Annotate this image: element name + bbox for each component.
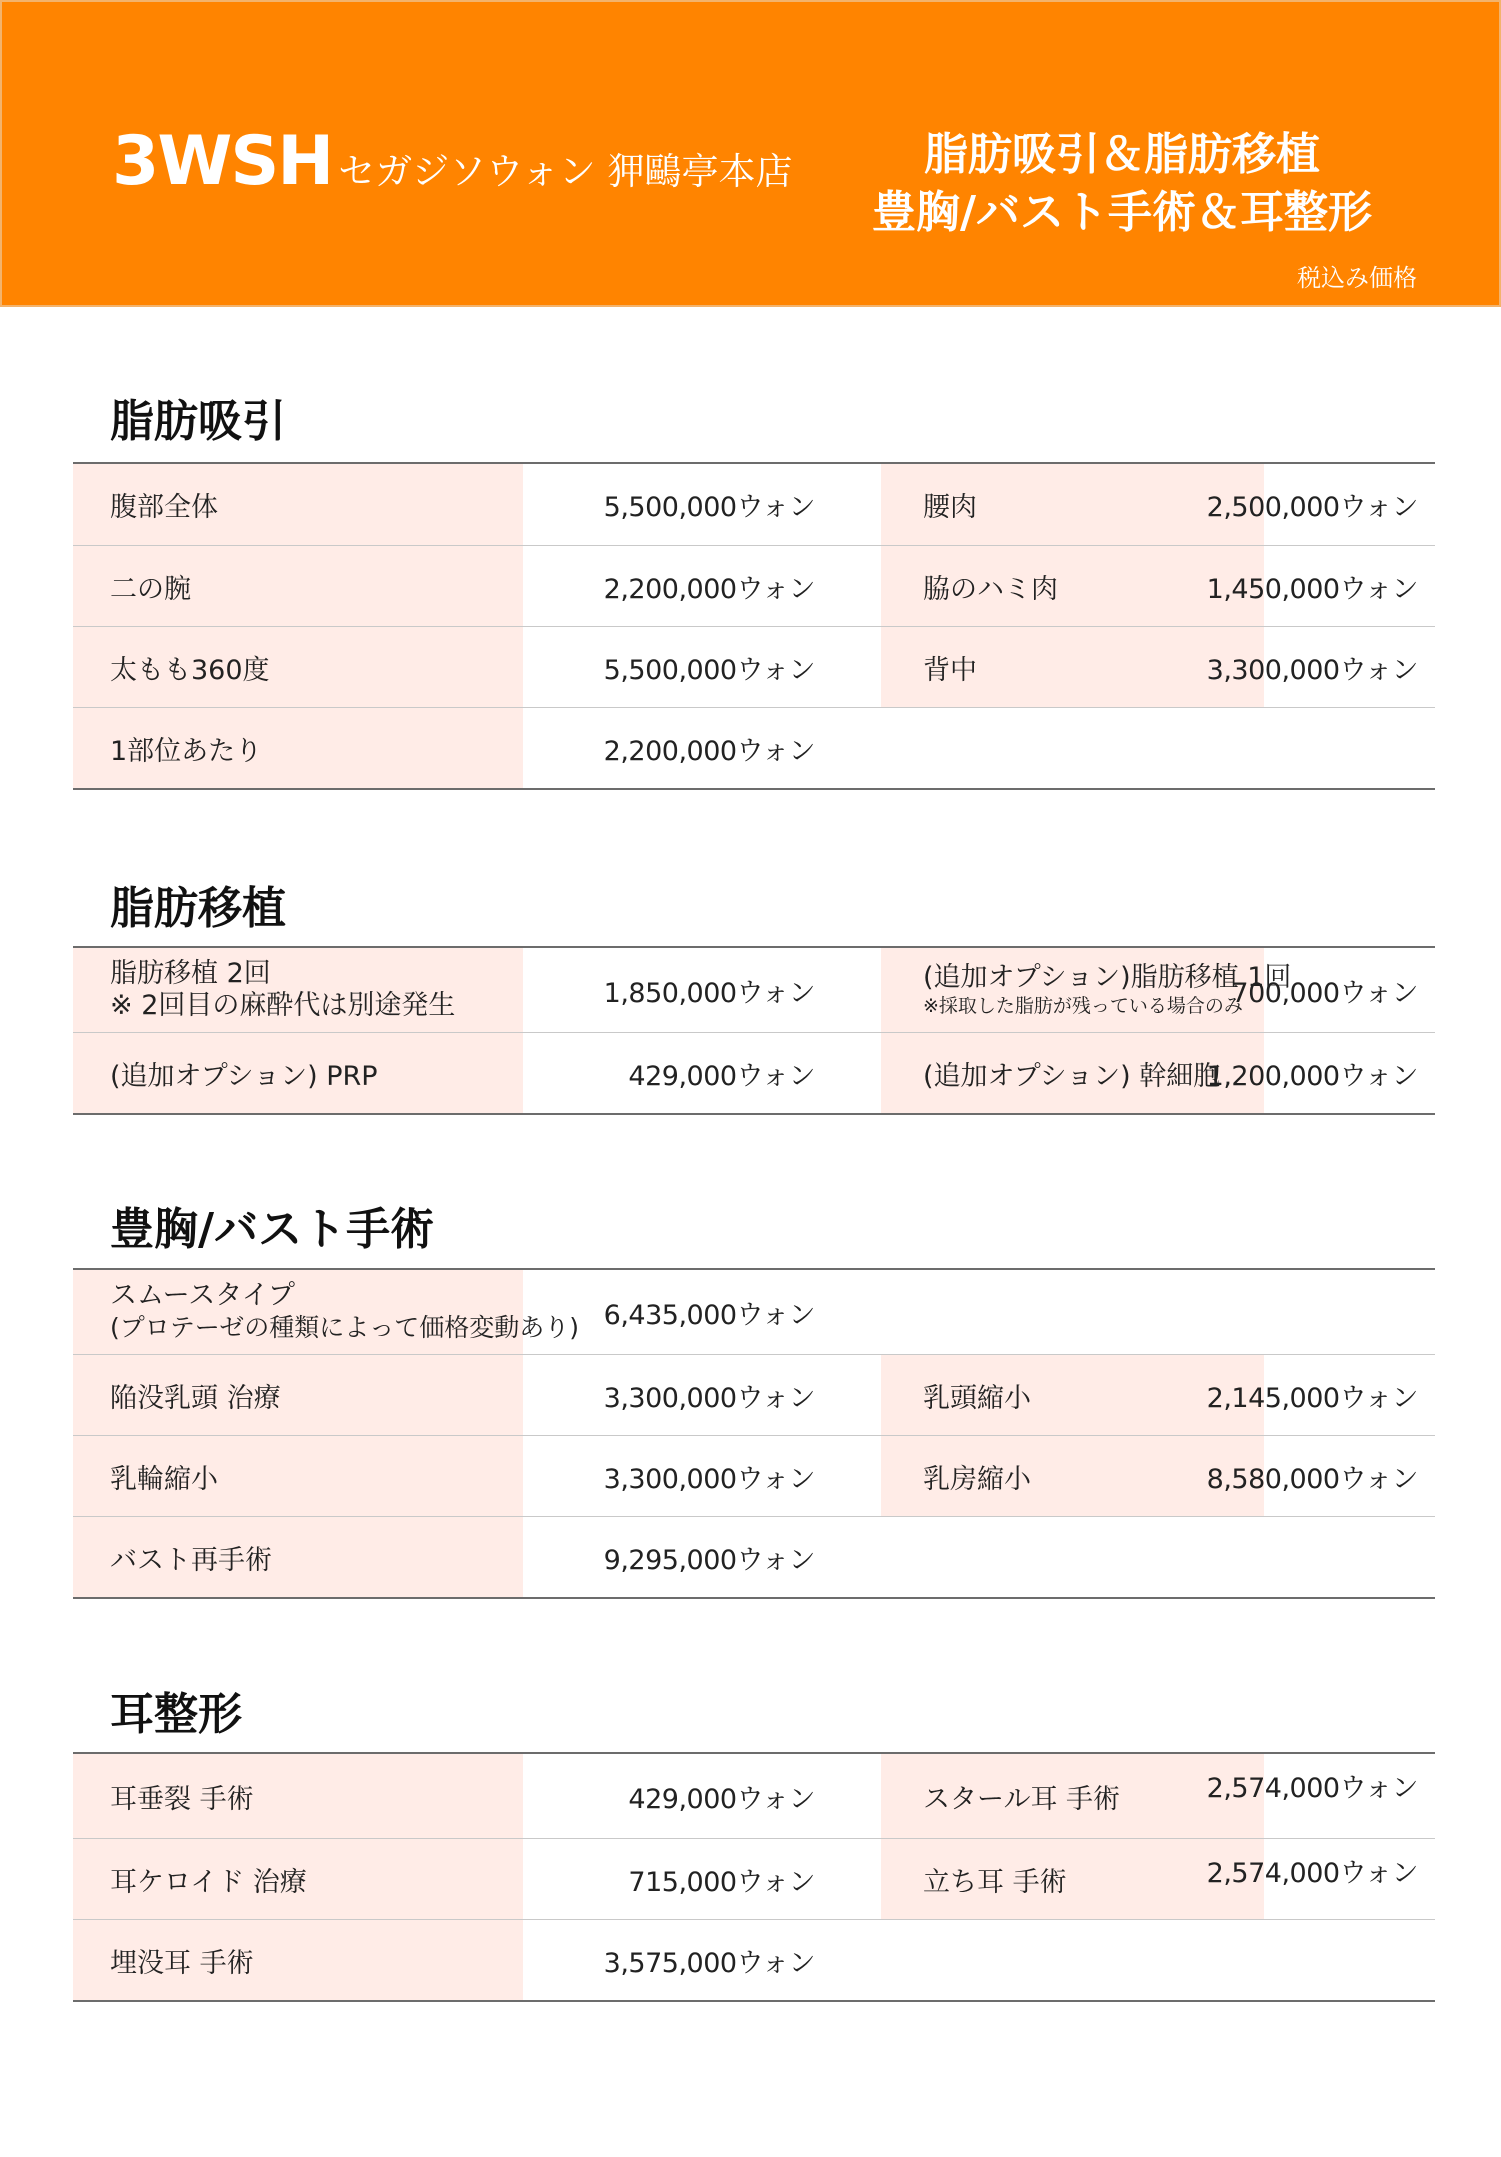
table-row — [73, 1754, 1435, 1838]
item-price: 2,200,000ウォン — [603, 573, 815, 605]
item-name: 1部位あたり — [110, 735, 263, 767]
table-row — [73, 1270, 1435, 1354]
item-name: スタール耳 手術 — [923, 1783, 1121, 1815]
item-price-cell — [523, 1839, 843, 1919]
item-price: 1,850,000ウォン — [603, 977, 815, 1009]
item-price: 6,435,000ウォン — [603, 1299, 815, 1331]
item-price-cell — [1206, 464, 1435, 545]
item-price: 1,200,000ウォン — [1206, 1060, 1418, 1092]
table-row — [73, 545, 1435, 626]
item-name: 脇のハミ肉 — [923, 573, 1058, 605]
item-price: 2,574,000ウォン — [1206, 1773, 1418, 1804]
item-name: 乳頭縮小 — [923, 1382, 1031, 1414]
item-note: (プロテーゼの種類によって価格変動あり) — [110, 1313, 580, 1342]
item-name: 乳輪縮小 — [110, 1463, 218, 1495]
header-banner — [0, 0, 1501, 307]
item-price: 2,145,000ウォン — [1206, 1382, 1418, 1414]
item-name-cell — [73, 627, 523, 707]
item-name: 脂肪移植 2回 — [110, 958, 271, 989]
item-name-cell — [73, 1920, 523, 2000]
item-price: 1,450,000ウォン — [1206, 573, 1418, 605]
item-price-cell — [523, 1517, 843, 1597]
tax-note: 税込み価格 — [1297, 264, 1417, 292]
clinic-name: セガジソウォン 狎鷗亭本店 — [338, 150, 793, 193]
item-price: 715,000ウォン — [628, 1866, 815, 1898]
item-price-cell — [1206, 1436, 1435, 1516]
item-price-cell — [1206, 1839, 1435, 1919]
item-name: (追加オプション) 幹細胞 — [923, 1060, 1221, 1092]
table-row — [73, 707, 1435, 788]
item-name: (追加オプション)脂肪移植 1回 — [923, 962, 1292, 993]
item-name: 腰肉 — [923, 492, 977, 523]
page-title — [822, 126, 1422, 242]
item-price: 429,000ウォン — [628, 1060, 815, 1092]
item-price: 429,000ウォン — [628, 1783, 815, 1815]
item-price-cell — [523, 1920, 843, 2000]
item-price: 8,580,000ウォン — [1206, 1463, 1418, 1495]
item-name: 太もも360度 — [110, 654, 270, 686]
item-name: 背中 — [923, 654, 977, 686]
item-name: 立ち耳 手術 — [923, 1866, 1067, 1898]
price-table-ear — [73, 1752, 1435, 2002]
item-name-cell — [73, 546, 523, 626]
item-price-cell — [523, 1033, 843, 1113]
item-price-cell — [523, 546, 843, 626]
item-name: 二の腕 — [110, 573, 191, 605]
item-name-cell — [73, 1754, 523, 1838]
item-price-cell — [523, 1436, 843, 1516]
item-note: ※採取した脂肪が残っている場合のみ — [923, 995, 1243, 1017]
item-price-cell — [523, 464, 843, 545]
item-name: 耳ケロイド 治療 — [110, 1866, 307, 1898]
item-price-cell — [1206, 1754, 1435, 1838]
item-name: 腹部全体 — [110, 492, 218, 523]
item-price-cell — [1231, 948, 1435, 1032]
item-name-cell — [73, 464, 523, 545]
table-row — [73, 948, 1435, 1032]
section-title-breast: 豊胸/バスト手術 — [110, 1204, 435, 1255]
item-price: 2,574,000ウォン — [1206, 1858, 1418, 1889]
section-title-fat-graft: 脂肪移植 — [110, 883, 286, 934]
section-title-liposuction: 脂肪吸引 — [110, 396, 286, 447]
item-price-cell — [1206, 546, 1435, 626]
brand — [112, 122, 793, 201]
item-name-cell — [73, 708, 523, 788]
item-name-cell — [73, 1355, 523, 1435]
table-row — [73, 626, 1435, 707]
table-row — [73, 1516, 1435, 1597]
item-price: 3,575,000ウォン — [603, 1947, 815, 1979]
item-price: 9,295,000ウォン — [603, 1544, 815, 1576]
table-row — [73, 1838, 1435, 1919]
table-row — [73, 1032, 1435, 1113]
page-title-line2: 豊胸/バスト手術＆耳整形 — [871, 187, 1373, 238]
item-name-cell — [73, 948, 523, 1032]
item-name-cell — [73, 1270, 580, 1354]
table-row — [73, 1919, 1435, 2000]
item-price-cell — [523, 708, 843, 788]
price-table-breast — [73, 1268, 1435, 1599]
item-price-cell — [523, 627, 843, 707]
item-name-cell — [73, 1033, 523, 1113]
item-price: 5,500,000ウォン — [603, 492, 815, 523]
section-title-ear: 耳整形 — [110, 1689, 242, 1740]
brand-logo-text: 3WSH — [112, 122, 333, 201]
price-table-fat-graft — [73, 946, 1435, 1115]
table-row — [73, 1435, 1435, 1516]
item-price: 3,300,000ウォン — [1206, 654, 1418, 686]
item-price: 700,000ウォン — [1231, 977, 1418, 1009]
price-table-liposuction — [73, 462, 1435, 790]
item-price-cell — [1206, 627, 1435, 707]
item-price: 2,200,000ウォン — [603, 735, 815, 767]
item-price: 2,500,000ウォン — [1206, 492, 1418, 523]
table-row — [73, 464, 1435, 545]
item-name: 乳房縮小 — [923, 1463, 1031, 1495]
page-title-line1: 脂肪吸引＆脂肪移植 — [924, 129, 1320, 180]
item-price: 5,500,000ウォン — [603, 654, 815, 686]
item-note: ※ 2回目の麻酔代は別途発生 — [110, 990, 456, 1021]
item-name: 埋没耳 手術 — [110, 1947, 254, 1979]
item-price-cell — [523, 1355, 843, 1435]
item-name: 耳垂裂 手術 — [110, 1783, 254, 1815]
item-price: 3,300,000ウォン — [603, 1382, 815, 1414]
item-price-cell — [523, 1270, 843, 1354]
item-price-cell — [523, 948, 843, 1032]
item-price: 3,300,000ウォン — [603, 1463, 815, 1495]
item-price-cell — [1206, 1355, 1435, 1435]
item-price-cell — [1206, 1033, 1435, 1113]
table-row — [73, 1354, 1435, 1435]
item-name: 陥没乳頭 治療 — [110, 1382, 281, 1414]
item-name: (追加オプション) PRP — [110, 1060, 378, 1092]
item-name: スムースタイプ — [110, 1280, 295, 1311]
item-name-cell — [73, 1517, 523, 1597]
item-name: バスト再手術 — [110, 1544, 272, 1576]
item-name-cell — [881, 948, 1292, 1032]
item-name-cell — [73, 1436, 523, 1516]
item-price-cell — [523, 1754, 843, 1838]
item-name-cell — [73, 1839, 523, 1919]
